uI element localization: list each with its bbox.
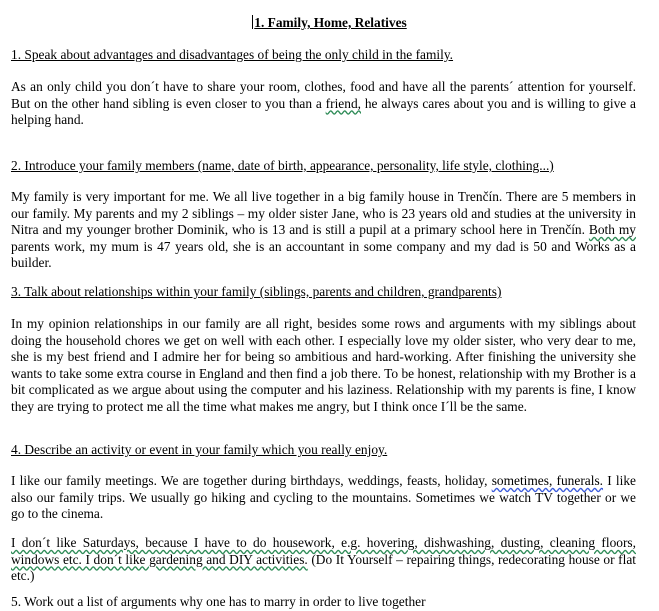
answer-4: I like our family meetings. We are together during birthdays, weddings, feasts, holiday, sometimes, funerals. I like also our family trips. We usually go hiking and cycling to the mountains. Sometimes we watch TV together or we go to the cinema.: [11, 473, 636, 522]
question-5-cut-off: 5. Work out a list of arguments why one has to marry in order to live together: [11, 594, 426, 609]
question-4: 4. Describe an activity or event in your family which you really enjoy.: [11, 442, 388, 457]
answer-1: As an only child you don´t have to share your room, clothes, food and have all the parents´ attention for yourself. But on the other hand sibling is even closer to you than a friend, he always cares about you and is willing to give a helping hand.: [11, 79, 636, 128]
answer-3: In my opinion relationships in our family are all right, besides some rows and arguments with my siblings about doing the household chores we get on well with each other. I especially love my older sister, who very dear to me, she is my best friend and I admire her for being so ambitious and hard-working. After finishing the university she wants to take some extra course in England and then find a job there. To be honest, relationship with my Brother is a bit complicated as we argue about using the computer and his laziness. Relationship with my parents is fine, I know they are trying to protect me all the time what makes me angry, but I think once I´ll be the same.: [11, 316, 636, 414]
question-3: 3. Talk about relationships within your family (siblings, parents and children, grandparents): [11, 284, 502, 299]
answer-4-paragraph-2: I don´t like Saturdays, because I have to do housework, e.g. hovering, dishwashing, dusting, cleaning floors, windows etc. I don´t like gardening and DIY activities. (Do It Yourself – repairing things, redecorating house or flat etc.): [11, 535, 636, 584]
spellcheck-mark: Both my: [588, 222, 636, 238]
answer-2: My family is very important for me. We all live together in a big family house in Trenčín. There are 5 members in our family. My parents and my 2 siblings – my older sister Jane, who is 23 years old and studies at the university in Nitra and my younger brother Dominik, who is 13 and is still a pupil at a primary school here in Trenčín. Both my parents work, my mum is 47 years old, she is an accountant in some company and my dad is 50 and Works as a builder.: [11, 189, 636, 271]
grammar-mark: sometimes, funerals.: [491, 473, 604, 488]
question-1: 1. Speak about advantages and disadvantages of being the only child in the family.: [11, 47, 454, 62]
document-title: 1. Family, Home, Relatives: [254, 15, 407, 30]
spellcheck-mark: friend,: [325, 95, 361, 111]
spellcheck-mark: I don´t like Saturdays, because I have to do housework, e.g. hovering, dishwashing, dusting, cleaning floors, windows etc. I don´t like gardening and DIY activities.: [11, 535, 636, 567]
question-2: 2. Introduce your family members (name, date of birth, appearance, personality, life style, clothing...): [11, 158, 554, 173]
